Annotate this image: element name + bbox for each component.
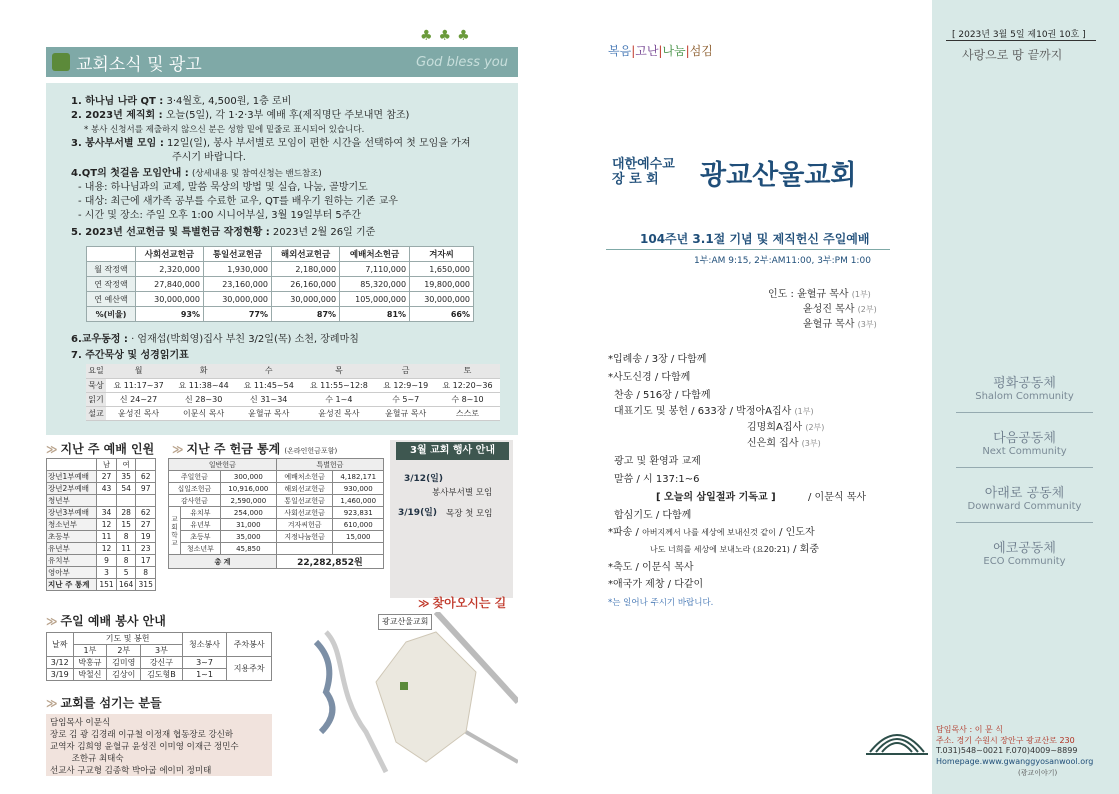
header-motto: God bless you [416,55,508,70]
community-1: 평화공동체 Shalom Community [956,372,1093,402]
issue-line [946,40,1096,41]
servants-line: 조한규 최태숙 [50,754,124,764]
fund-cell: 26,160,000 [272,277,340,292]
service-times: 1부:AM 9:15, 2부:AM11:00, 3부:PM 1:00 [694,256,871,266]
reading-header: 토 [435,364,500,378]
stand-note: *는 일어나 주시기 바랍니다. [608,598,714,608]
order-anthem: *애국가 제창 / 다같이 [608,579,704,590]
issue-info: [ 2023년 3월 5일 제10권 10호 ] [952,30,1086,40]
fund-cell: 1,650,000 [410,262,474,277]
reading-header: 월 [106,364,171,378]
reading-cell: 수 1~4 [301,392,376,406]
offering-table: 일반헌금 특별헌금 주일헌금 300,000 예배처소헌금 4,182,171 십일조헌금 10,916,000 해외선교헌금 930,000 감사헌금 2,590,000 통일선교헌금 1,460,000 교회학교 유치부 254,000 사회선교헌금 923,831 유년부 31,000 겨자씨헌금 610,000 초등부 35,000 지정나눔헌금 15,000 청소년부 45,850 총 계 22,282,852원 [168,458,384,569]
map-title: ≫ 찾아오시는 길 [418,596,507,610]
community-3: 아래로 공동체 Downward Community [956,482,1093,512]
fund-cell: 77% [203,307,271,322]
community-4: 에코공동체 ECO Community [983,541,1066,567]
reading-cell: 요 11:45~54 [236,378,301,392]
map-illustration [306,612,518,774]
attendance-table: 남 여 장년1부예배 27 35 62 장년2부예배 43 54 97 청년부 장년3부예배 34 28 62 청소년부 12 15 27 초등부 11 8 19 유년부 12 11 23 유치부 9 8 17 영아부 3 5 8 지난 주 통계 151 164 315 [46,458,156,591]
news-title: 교회소식 및 광고 [76,55,202,75]
reading-cell: 신 31~34 [236,392,301,406]
fund-cell: 1,930,000 [203,262,271,277]
events-title: 3월 교회 행사 안내 [396,442,509,460]
serve-table: 날짜 기도 및 봉헌 청소봉사 주차봉사 1부 2부 3부 3/12 박홍규 김미영 강신구 3~7 지용주차 3/19 박철신 김상이 김도형B 1~1 [46,632,272,681]
fund-cell: 85,320,000 [340,277,410,292]
fund-cell: 93% [135,307,203,322]
news-4-a: - 내용: 하나님과의 교제, 말씀 묵상의 방법 및 실습, 나눔, 골방기도 [78,182,368,193]
arrow-icon: ≫ [46,697,58,710]
fund-cell: 81% [340,307,410,322]
fund-cell: 66% [410,307,474,322]
event-2-date: 3/19(일) [398,508,437,518]
tagline: 복음|고난|나눔|섬김 [608,44,713,58]
reading-cell: 묵상 [86,378,106,392]
order-announce: 광고 및 환영과 교제 [614,456,701,467]
order-word: 말씀 / 시 137:1~6 [614,474,700,485]
fund-header: 예배처소헌금 [340,247,410,262]
news-header [46,47,518,77]
reading-cell: 신 28~30 [171,392,236,406]
order-prayer: 대표기도 및 봉헌 / 633장 / 박정아A집사 (1부) [614,406,814,417]
news-panel [46,83,518,435]
denomination: 대한예수교 장 로 회 [612,157,675,187]
reading-cell: 윤혈규 목사 [236,406,301,420]
order-prayer-3: 신은희 집사 (3부) [747,438,821,449]
fund-cell: 30,000,000 [410,292,474,307]
order-hymn: 찬송 / 516장 / 다함께 [614,390,711,401]
serve-title: ≫ 주일 예배 봉사 안내 [46,614,166,628]
news-6-label: 6.교우동정 : [71,334,128,345]
arrow-icon: ≫ [46,615,58,628]
arrow-icon: ≫ [172,443,184,456]
divider [606,249,890,250]
reading-cell: 요 12:20~36 [435,378,500,392]
fund-cell: 87% [272,307,340,322]
reading-header: 요일 [86,364,106,378]
church-motto: 사랑으로 땅 끝까지 [962,48,1063,62]
homepage[interactable]: Homepage.www.gwanggyosanwool.org [936,757,1094,766]
fund-header [87,247,136,262]
reading-header: 금 [376,364,434,378]
reading-header: 목 [301,364,376,378]
news-4-c: - 시간 및 장소: 주일 오후 1:00 시니어부실, 3월 19일부터 5주간 [78,210,362,221]
news-4-b: - 대상: 최근에 새가족 공부를 수료한 교우, QT를 배우기 원하는 기존 교우 [78,196,398,207]
news-1-text: 3·4월호, 4,500원, 1층 로비 [166,96,292,107]
fund-cell: 2,180,000 [272,262,340,277]
servants-line: 선교사 구교형 김종학 박아굽 에이미 정미태 [50,766,212,776]
reading-table [86,364,500,421]
news-3-label: 3. 봉사부서별 모임 : [71,138,164,149]
fund-header: 겨자씨 [410,247,474,262]
sermon-title: [ 오늘의 삼일절과 기독교 ] [656,492,776,503]
church-name: 광교산울교회 [700,160,857,191]
fund-cell: %(비율) [87,307,136,322]
reading-cell: 윤혈규 목사 [376,406,434,420]
fund-cell: 연 예산액 [87,292,136,307]
news-3-text: 12일(일), 봉사 부서별로 모임이 편한 시간을 선택하여 첫 모임을 가져 [167,138,471,149]
reading-cell: 수 8~10 [435,392,500,406]
news-2-note: * 봉사 신청서를 제출하지 않으신 분은 성함 밑에 밑줄로 표시되어 있습니다. [84,125,365,135]
reading-header: 화 [171,364,236,378]
arrow-icon: ≫ [418,597,430,610]
homepage-note: (광교이야기) [1018,769,1058,777]
fund-header: 해외선교헌금 [272,247,340,262]
plant-pot-icon [52,53,70,71]
fund-header: 통일선교헌금 [203,247,271,262]
reading-cell: 읽기 [86,392,106,406]
arrow-icon: ≫ [46,443,58,456]
reading-cell: 요 11:17~37 [106,378,171,392]
directions-map [306,612,518,774]
order-sending: *파송 / 아버지께서 나를 세상에 보내신것 같이 / 인도자 [608,527,815,538]
reading-cell: 요 11:38~44 [171,378,236,392]
fund-cell: 27,840,000 [135,277,203,292]
fund-cell: 30,000,000 [272,292,340,307]
reading-cell: 요 11:55~12:8 [301,378,376,392]
event-1-date: 3/12(일) [404,474,443,484]
fund-cell: 105,000,000 [340,292,410,307]
reading-cell: 윤성진 목사 [106,406,171,420]
fund-cell: 30,000,000 [135,292,203,307]
order-blessing: *축도 / 이문식 목사 [608,562,694,573]
phone: T.031)548~0021 F.070)4009~8899 [936,746,1078,755]
news-4-text: (상세내용 및 참여신청는 밴드참조) [192,169,322,179]
news-6-text: · 엄재섭(박희영)집사 부친 3/2일(목) 소천, 장례마침 [131,334,359,345]
sprout-decoration: ♣♣♣ [420,28,476,44]
servants-line: 담임목사 이문식 [50,718,111,728]
servants-line: 장로 김 광 김경래 이규철 이정재 협동장로 강신하 [50,730,234,740]
church-logo-icon [866,722,928,756]
fund-cell: 23,160,000 [203,277,271,292]
news-4-label: 4.QT의 첫걸음 모임안내 : [71,168,189,179]
news-1-label: 1. 하나님 나라 QT : [71,96,164,107]
sermon-preacher: / 이문식 목사 [808,492,867,503]
news-2-text: 오늘(5일), 각 1·2·3부 예배 후(제직명단 주보내면 참조) [165,110,410,121]
reading-cell: 요 12:9~19 [376,378,434,392]
event-2-text: 목장 첫 모임 [446,509,493,519]
fund-header: 사회선교헌금 [135,247,203,262]
order-prayer-2: 김명희A집사 (2부) [747,422,825,433]
fund-cell: 2,320,000 [135,262,203,277]
leader-1: 인도 : 윤혈규 목사 (1부) [768,289,871,300]
fund-cell: 30,000,000 [203,292,271,307]
news-5-label: 5. 2023년 선교헌금 및 특별헌금 작정현황 : [71,227,270,238]
order-creed: *사도신경 / 다함께 [608,372,691,383]
servants-box [46,714,272,776]
attendance-title: ≫ 지난 주 예배 인원 [46,442,155,456]
fund-table [86,246,474,322]
pastor-info: 담임목사 : 이 문 식 [936,725,1003,734]
servants-title: ≫ 교회를 섬기는 분들 [46,696,162,710]
reading-cell: 신 24~27 [106,392,171,406]
reading-cell: 설교 [86,406,106,420]
leader-2: 윤성진 목사 (2부) [803,304,877,315]
order-entry: *입례송 / 3장 / 다함께 [608,354,707,365]
news-2-label: 2. 2023년 제직회 : [71,110,163,121]
order-sending-2: 나도 너희를 세상에 보내노라 (요20:21) / 회중 [650,544,819,555]
event-1-text: 봉사부서별 모임 [432,488,493,498]
service-title: 104주년 3.1절 기념 및 제직헌신 주일예배 [640,232,870,246]
address: 주소. 경기 수원시 장안구 광교산로 230 [936,736,1075,745]
reading-cell: 윤성진 목사 [301,406,376,420]
servants-line: 교역자 김희영 윤혈규 윤성진 이미영 이재근 정민수 [50,742,239,752]
leader-3: 윤혈규 목사 (3부) [803,319,877,330]
community-2: 다음공동체 Next Community [956,427,1093,457]
reading-cell: 수 5~7 [376,392,434,406]
fund-cell: 월 작정액 [87,262,136,277]
fund-cell: 연 작정액 [87,277,136,292]
reading-cell: 스스로 [435,406,500,420]
offering-title: ≫ 지난 주 헌금 통계 (온라인헌금포함) [172,442,338,456]
reading-cell: 이문식 목사 [171,406,236,420]
order-pray-together: 합심기도 / 다함께 [614,510,692,521]
fund-cell: 7,110,000 [340,262,410,277]
map-church-label: 광교산울교회 [378,614,432,630]
events-box [390,440,513,598]
news-7-label: 7. 주간묵상 및 성경읽기표 [71,350,189,361]
reading-header: 수 [236,364,301,378]
news-3-text2: 주시기 바랍니다. [172,152,246,163]
fund-cell: 19,800,000 [410,277,474,292]
news-5-text: 2023년 2월 26일 기준 [272,227,376,238]
